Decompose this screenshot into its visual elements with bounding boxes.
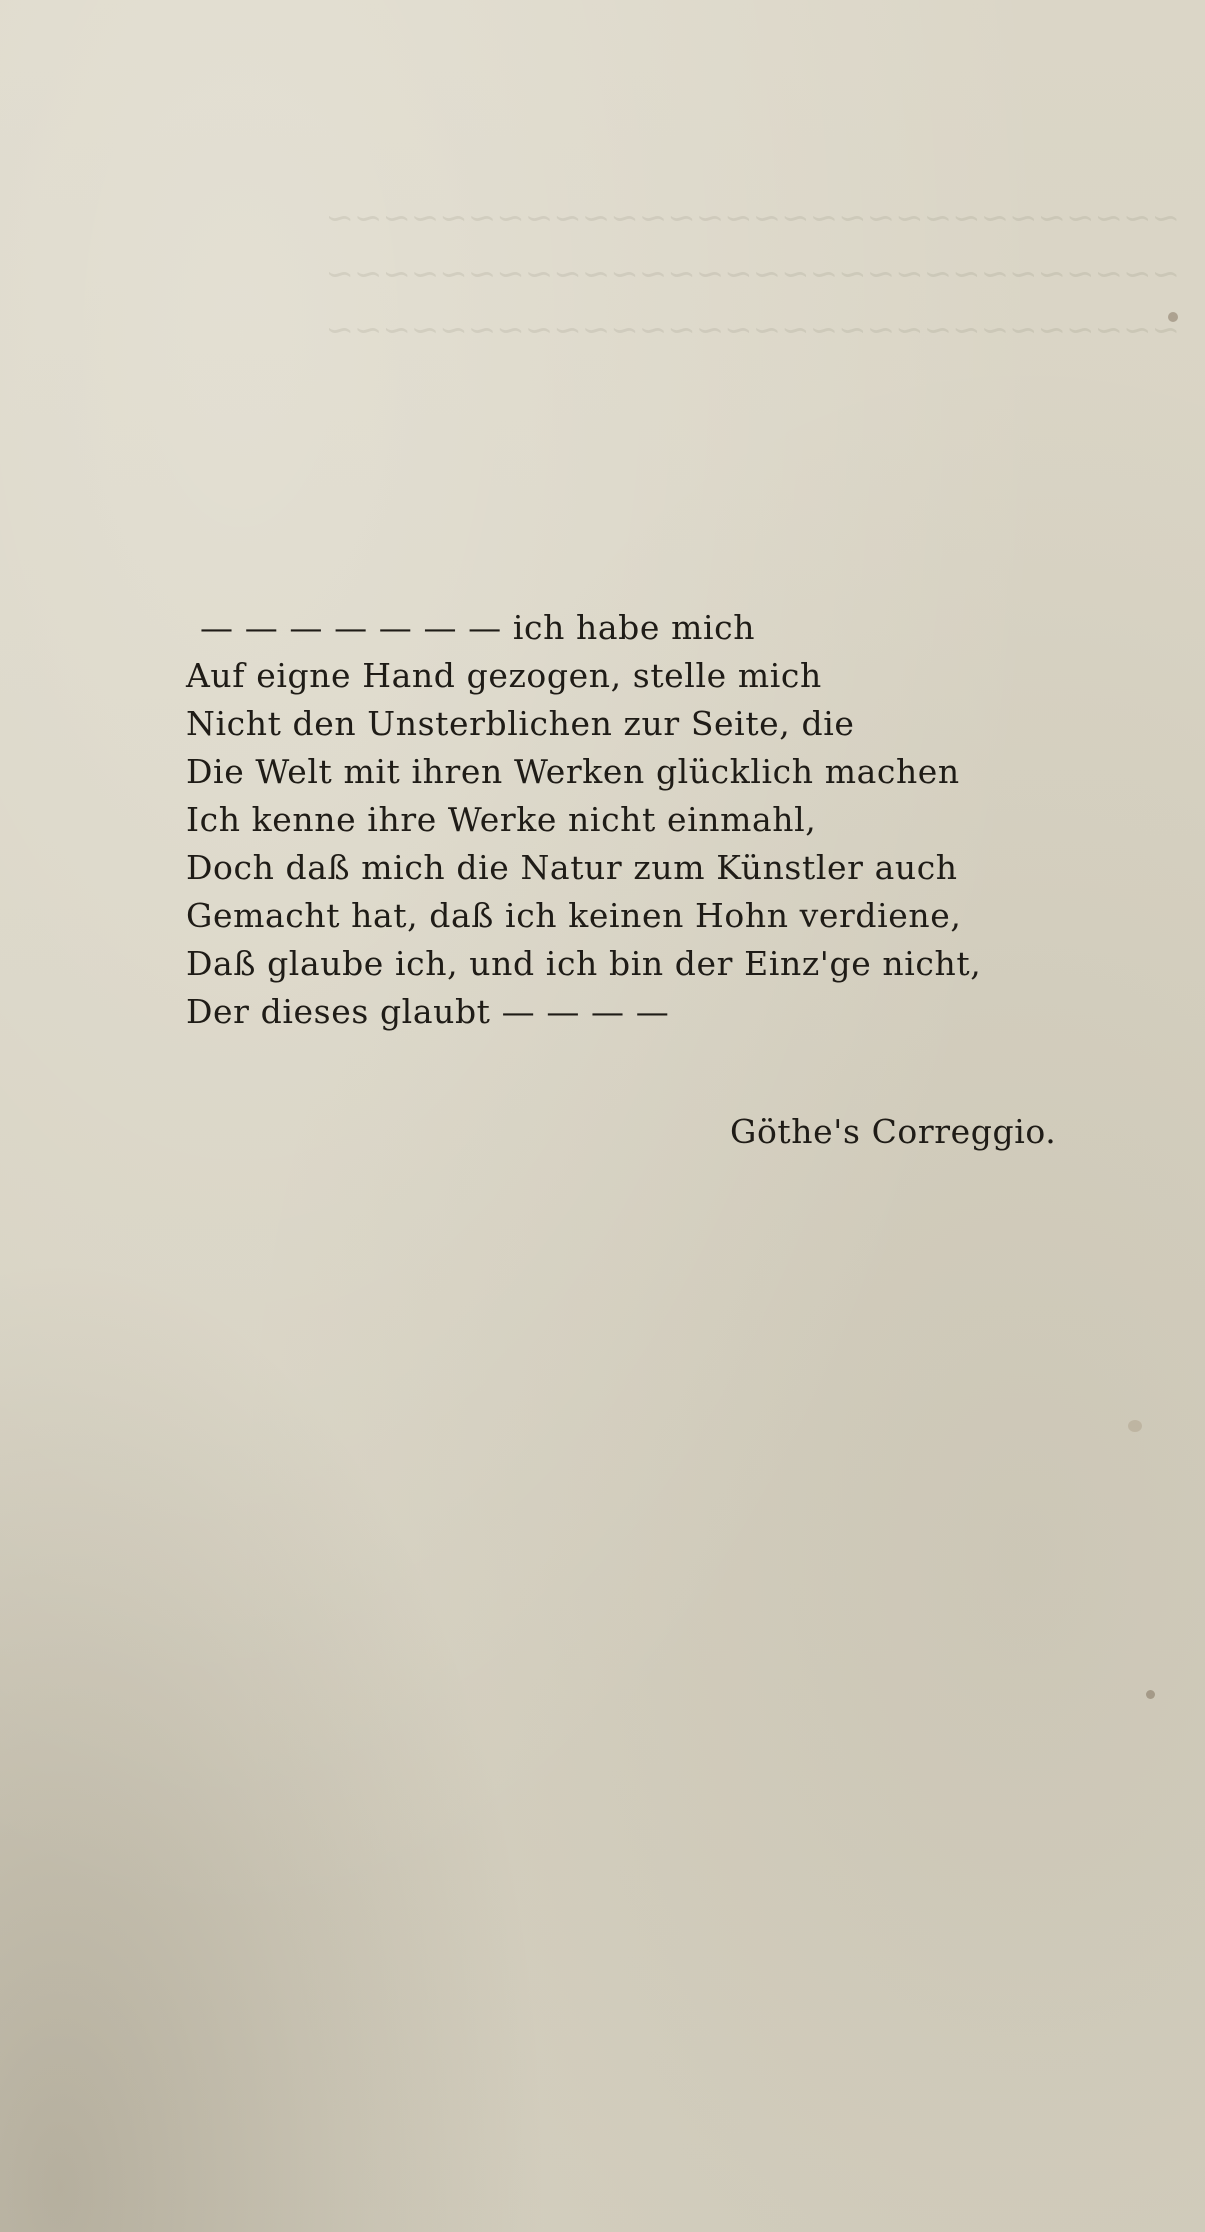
- poem-line-3: Nicht den Unsterblichen zur Seite, die: [186, 704, 855, 743]
- poem-line-9: Der dieses glaubt — — — —: [186, 992, 670, 1031]
- poem-line-5: Ich kenne ihre Werke nicht einmahl,: [186, 800, 817, 839]
- poem-line-8: Daß glaube ich, und ich bin der Einz'ge nicht,: [186, 944, 982, 983]
- paper-speck: [1168, 312, 1178, 322]
- quotation-source: Göthe's Correggio.: [730, 1112, 1057, 1151]
- poem-quotation: [186, 604, 982, 1036]
- poem-line-4: Die Welt mit ihren Werken glücklich machen: [186, 752, 960, 791]
- paper-speck: [1128, 1420, 1142, 1432]
- poem-line-1: — — — — — — — ich habe mich: [200, 608, 756, 647]
- paper-speck: [1146, 1690, 1155, 1699]
- bleed-through-texture: ~~~~~~~~~~~~~~~~~~~~~~~~~~~~~~ ~~~~~~~~~~~~~~~~~~~~~~~~~~~~~~ ~~~~~~~~~~~~~~~~~~~~~~~~~~~~~~: [325, 198, 1180, 350]
- poem-line-6: Doch daß mich die Natur zum Künstler auch: [186, 848, 958, 887]
- poem-line-2: Auf eigne Hand gezogen, stelle mich: [186, 656, 822, 695]
- poem-line-7: Gemacht hat, daß ich keinen Hohn verdiene,: [186, 896, 962, 935]
